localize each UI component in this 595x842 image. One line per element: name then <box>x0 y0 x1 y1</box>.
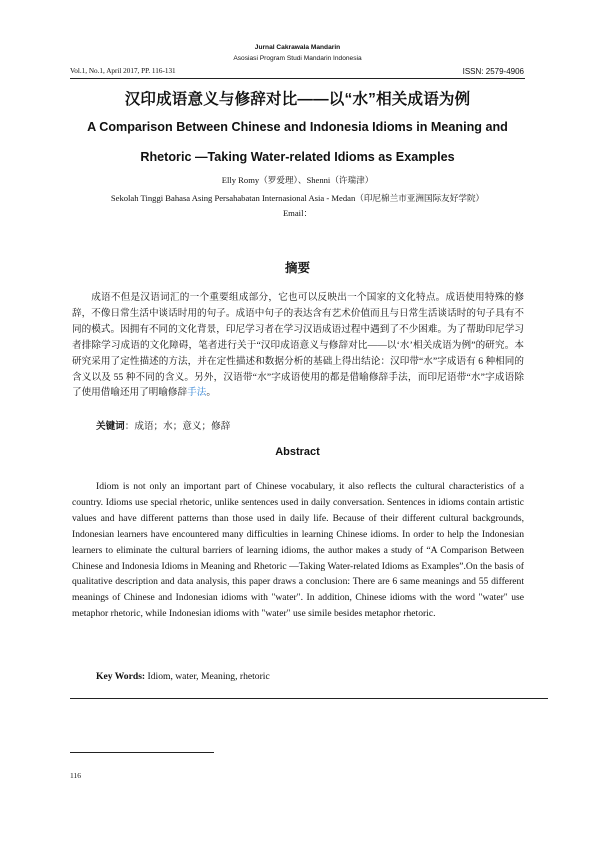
affiliation: Sekolah Tinggi Bahasa Asing Persahabatan Internasional Asia - Medan（印尼棉兰市亚洲国际友好学院） <box>110 193 485 203</box>
abstract-divider <box>70 698 548 699</box>
title-english-line1: A Comparison Between Chinese and Indonesia Idioms in Meaning and <box>87 120 508 134</box>
issn: ISSN: 2579-4906 <box>462 67 524 76</box>
abstract-zh-text: 成语不但是汉语词汇的一个重要组成部分，它也可以反映出一个国家的文化特点。成语使用特殊的修辞，不像日常生活中谈话时用的句子。成语中句子的表达含有艺术价值而且与日常生活谈话时的句子具有不同的模式。因拥有不同的文化背景，印尼学习者在学习汉语成语过程中遇到了不少困难。为了帮助印尼学习者排除学习成语的文化障碍，笔者进行关于“汉印成语意义与修辞对比——以‘水’相关成语为例”的研究。本研究采用了定性描述的方法，并在定性描述和数据分析的基础上得出结论：汉印带“水”字成语有 6 种相同的含义以及 55 种不同的含义。另外，汉语带“水”字成语使用的都是借喻修辞手法，而印尼语带“水”字成语除了使用借喻还用了明喻修辞 <box>72 292 524 399</box>
keywords-en <box>96 671 270 682</box>
footnote-divider <box>70 752 214 753</box>
keywords-zh-label: 关键词 <box>96 421 125 432</box>
abstract-zh-link[interactable]: 手法 <box>187 387 207 399</box>
keywords-en-label: Key Words: <box>96 671 146 682</box>
keywords-en-list: Idiom, water, Meaning, rhetoric <box>145 671 270 682</box>
abstract-zh-end: 。 <box>206 387 216 399</box>
authors: Elly Romy（罗爱理）、Shenni（许瑞津） <box>221 175 374 185</box>
journal-association: Asosiasi Program Studi Mandarin Indonesia <box>233 55 362 62</box>
title-chinese: 汉印成语意义与修辞对比——以“水”相关成语为例 <box>124 91 471 108</box>
email: Email： <box>282 208 313 218</box>
volume-info: Vol.1, No.1, April 2017, PP. 116-131 <box>70 67 176 75</box>
header-divider <box>70 78 525 79</box>
page-number: 116 <box>70 771 81 780</box>
title-english-line2: Rhetoric —Taking Water-related Idioms as Examples <box>140 150 455 164</box>
keywords-zh <box>96 418 230 432</box>
keywords-zh-list: ：成语；水；意义；修辞 <box>124 421 231 432</box>
abstract-en-body: Idiom is not only an important part of Chinese vocabulary, it also reflects the cultural characteristics of a country. Idioms use special rhetoric, unlike sentences used in daily conversation. Sentences in idioms contain artistic values and have different patterns than those used in daily life. Because of their different cultural backgrounds, Indonesian learners have encountered many difficulties in learning Chinese idioms. In order to help the Indonesian learners to eliminate the cultural barriers of learning idioms, the author makes a study of “A Comparison Between Chinese and Indonesia Idioms in Meaning and Rhetoric —Taking Water-related Idioms as Examples”.On the basis of qualitative description and data analysis, this paper draws a conclusion: There are 6 same meanings and 55 different meanings of Chinese and Indonesian idioms with "water". In addition, Chinese idioms with the word "water" use metaphor rhetoric, while Indonesian idioms with "water" use simile besides metaphor rhetoric. <box>72 481 524 620</box>
abstract-zh-heading: 摘要 <box>284 261 310 275</box>
abstract-en-heading: Abstract <box>275 446 320 458</box>
abstract-zh-body <box>72 290 524 401</box>
journal-name: Jurnal Cakrawala Mandarin <box>254 44 341 51</box>
